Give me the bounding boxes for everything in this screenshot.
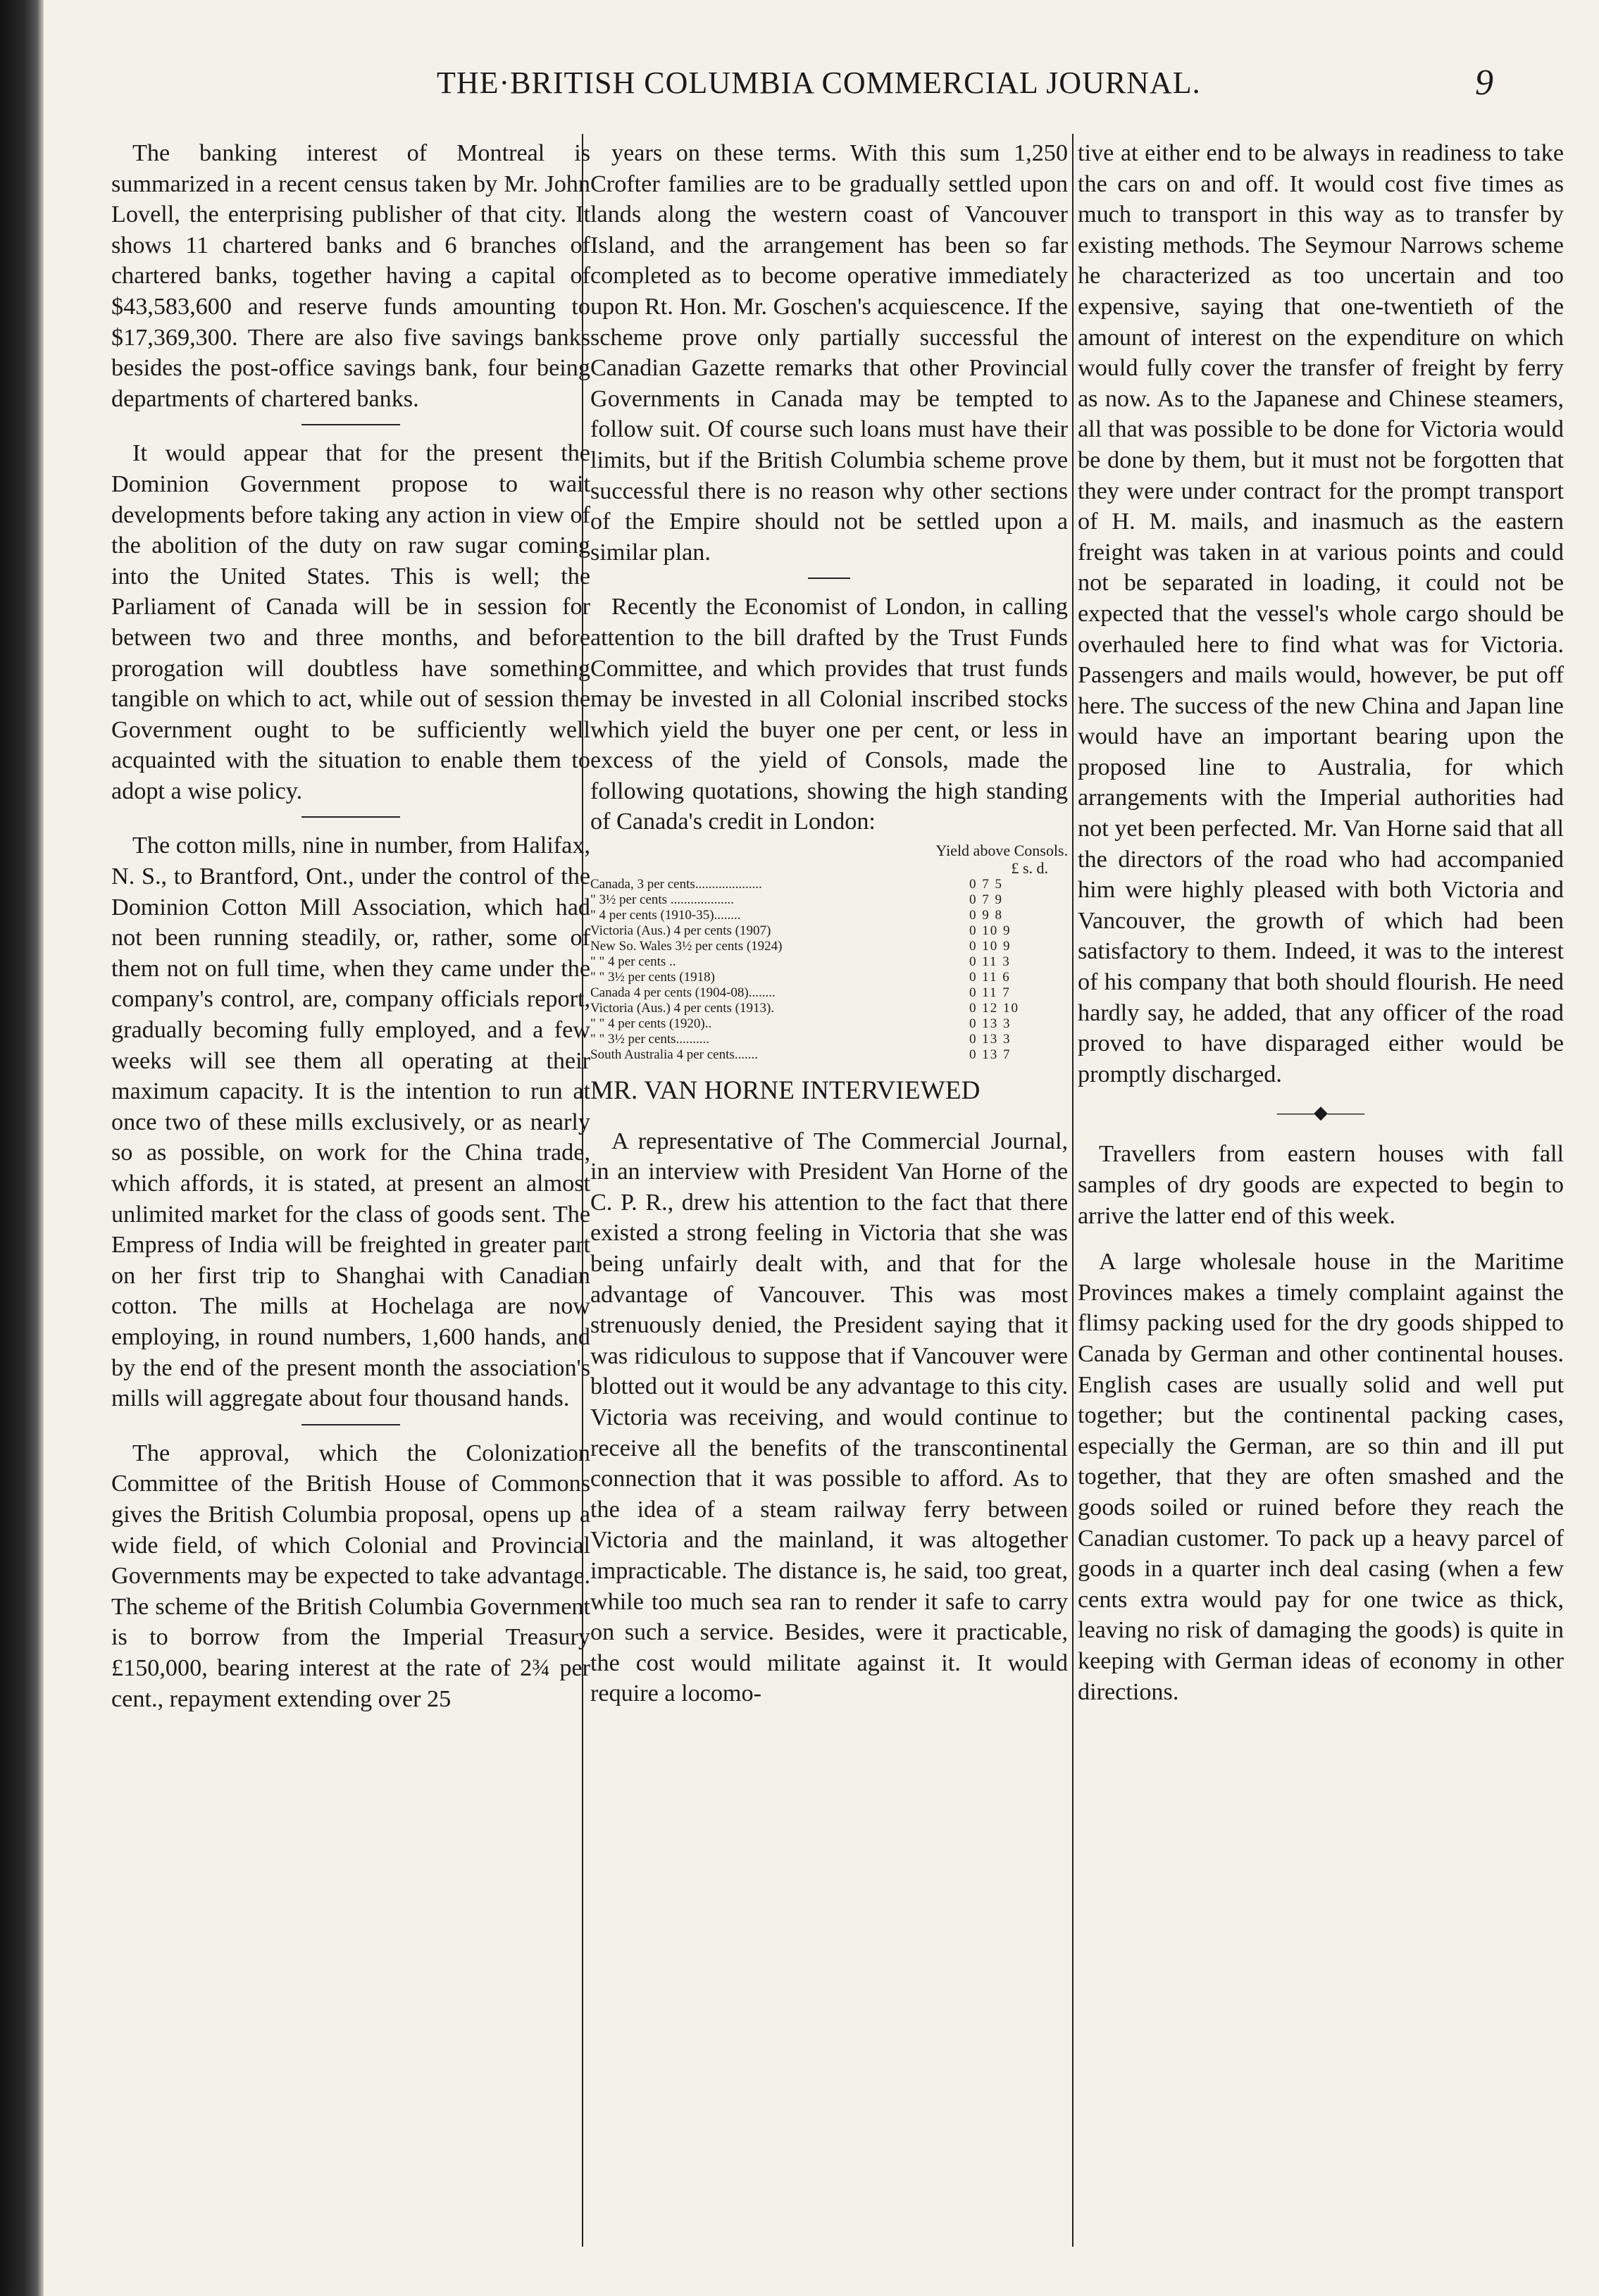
- article-economist-trust-funds: Recently the Economist of London, in calling attention to the bill drafted by the Trust Funds Committee, and which provides that trust funds may be invested in all Colonial inscribed stocks which yield the buyer one per cent, or less in excess of the yield of Consols, made the following quotations, showing the high standing of Canada's credit in London:: [590, 594, 1068, 835]
- stock-name: South Australia 4 per cents.......: [590, 1047, 758, 1063]
- journal-title: THE·BRITISH COLUMBIA COMMERCIAL JOURNAL.: [437, 65, 1201, 100]
- stock-yield: 0 7 5: [969, 877, 1003, 892]
- article-travellers: Travellers from eastern houses with fall samples of dry goods are expected to begin to arrive the latter end of this week.: [1078, 1141, 1564, 1229]
- page-header: [437, 65, 1493, 114]
- ornament-divider: ——◆——: [1277, 1102, 1364, 1123]
- article-separator: [808, 578, 850, 579]
- article-van-horne: A representative of The Commercial Journal, in an interview with President Van Horne of the C. P. R., drew his attention to the fact that there existed a strong feeling in Victoria that she was being unfairly dealt with, and that for the advantage of Vancouver. This was most strenuously denied, the President saying that it was ridiculous to suppose that if Vancouver were blotted out it would be any advantage to this city. Victoria was receiving, and would continue to receive all the benefits of the transcontinental connection that it was possible to afford. As to the idea of a steam railway ferry between Victoria and the mainland, it was altogether impracticable. The distance is, he said, too great, while too much sea ran to render it safe to carry on such a service. Besides, were it practicable, the cost would militate against it. It would require a locomo-: [590, 1128, 1068, 1707]
- table-row: [590, 939, 1068, 954]
- stock-name: Canada 4 per cents (1904-08)........: [590, 985, 776, 1001]
- scan-binding-edge: [0, 0, 44, 2296]
- column-3: [1078, 138, 1564, 1707]
- stock-name: " 4 per cents (1910-35)........: [590, 908, 741, 923]
- article-colonization: The approval, which the Colonization Committee of the British House of Commons gives the British Columbia proposal, opens up a wide field, of which Colonial and Provincial Governments may be expected to take advantage. The scheme of the British Columbia Government is to borrow from the Imperial Treasury £150,000, bearing interest at the rate of 2¾ per cent., repayment extending over 25: [111, 1440, 590, 1712]
- stock-name: " " 4 per cents (1920)..: [590, 1016, 712, 1032]
- stock-yield: 0 11 3: [969, 954, 1011, 970]
- stock-name: " " 3½ per cents (1918): [590, 970, 715, 985]
- column-2: [590, 138, 1068, 1709]
- stock-name: " " 3½ per cents..........: [590, 1032, 710, 1047]
- table-row: [590, 908, 1068, 923]
- table-row: [590, 923, 1068, 939]
- stock-yield: 0 9 8: [969, 908, 1003, 923]
- stock-name: Victoria (Aus.) 4 per cents (1913).: [590, 1001, 775, 1016]
- column-1: [111, 138, 590, 1714]
- article-packing-cases: A large wholesale house in the Maritime Provinces makes a timely complaint against the flimsy packing used for the dry goods shipped to Canada by German and other continental houses. English cases are usually solid and well put together; but the continental packing cases, especially the German, are so thin and ill put together, that they are often smashed and the goods soiled or ruined before they reach the Canadian customer. To pack up a heavy parcel of goods in a quarter inch deal casing (when a few cents extra would pay for one twice as thick, leaving no risk of damaging the goods) is quite in keeping with German ideas of economy in other directions.: [1078, 1249, 1564, 1705]
- table-row: [590, 954, 1068, 970]
- stock-yield: 0 12 10: [969, 1001, 1019, 1016]
- stock-yield: 0 13 3: [969, 1032, 1012, 1047]
- article-banking-montreal: The banking interest of Montreal is summarized in a recent census taken by Mr. John Lovell, the enterprising publisher of that city. It shows 11 chartered banks and 6 branches of chartered banks, together having a capital of $43,583,600 and reserve funds amounting to $17,369,300. There are also five savings banks besides the post-office savings bank, four being departments of chartered banks.: [111, 140, 590, 412]
- stock-name: " " 4 per cents ..: [590, 954, 676, 970]
- article-headline: MR. VAN HORNE INTERVIEWED: [590, 1076, 981, 1106]
- table-row: [590, 892, 1068, 908]
- page-number: 9: [1475, 63, 1493, 103]
- stock-name: Canada, 3 per cents....................: [590, 877, 762, 892]
- stock-name: New So. Wales 3½ per cents (1924): [590, 939, 783, 954]
- article-separator: [301, 424, 400, 425]
- quotations-header: Yield above Consols.: [935, 842, 1068, 860]
- article-separator: [301, 1424, 400, 1425]
- quotations-table: [590, 842, 1068, 1063]
- article-cotton-mills: The cotton mills, nine in number, from Halifax, N. S., to Brantford, Ont., under the control of the Dominion Cotton Mill Association, which had not been running steadily, or, rather, some of them not on full time, when they came under the company's control, are, company officials report, gradually becoming fully employed, and a few weeks will see them all operating at their maximum capacity. It is the intention to run at once two of these mills exclusively, or as nearly so as possible, on work for the China trade, which affords, it is stated, at present an almost unlimited market for the class of goods sent. The Empress of India will be freighted in greater part on her first trip to Shanghai with Canadian cotton. The mills at Hochelaga are now employing, in round numbers, 1,600 hands, and by the end of the present month the association's mills will aggregate about four thousand hands.: [111, 832, 590, 1412]
- article-van-horne-continued: tive at either end to be always in readiness to take the cars on and off. It would cost five times as much to transport in this way as to transfer by existing methods. The Seymour Narrows scheme he characterized as too uncertain and too expensive, saying that one-twentieth of the amount of interest on the expenditure on which would fully cover the transfer of freight by ferry as now. As to the Japanese and Chinese steamers, all that was possible to be done for Victoria would be done by them, but it must not be forgotten that they were under contract for the prompt transport of H. M. mails, and inasmuch as the eastern freight was taken in at various points and could not be separated in loading, it could not be expected that the vessel's whole cargo should be overhauled here to find what was for Victoria. Passengers and mails would, however, be put off here. The success of the new China and Japan line would have an important bearing upon the proposed line to Australia, for which arrangements with the Imperial authorities had not yet been perfected. Mr. Van Horne said that all the directors of the road who had accompanied him were highly pleased with both Victoria and Vancouver, the growth of which had been satisfactory to them. Indeed, it was to the interest of his company that both should flourish. He need hardly say, he added, that any officer of the road proved to have disparaged either would be promptly discharged.: [1078, 140, 1564, 1087]
- stock-yield: 0 13 3: [969, 1016, 1012, 1032]
- quotations-units: £ s. d.: [1011, 859, 1048, 878]
- stock-yield: 0 10 9: [969, 939, 1012, 954]
- column-rule-2: [1072, 134, 1074, 2247]
- table-row: [590, 970, 1068, 985]
- table-row: [590, 985, 1068, 1001]
- table-row: [590, 1047, 1068, 1063]
- stock-name: " 3½ per cents ...................: [590, 892, 735, 908]
- stock-yield: 0 7 9: [969, 892, 1003, 908]
- stock-yield: 0 11 6: [969, 970, 1011, 985]
- article-crofter-continued: years on these terms. With this sum 1,250 Crofter families are to be gradually settled upon lands along the western coast of Vancouver Island, and the arrangement has been so far completed as to become operative immediately upon Rt. Hon. Mr. Goschen's acquiescence. If the scheme prove only partially successful the Canadian Gazette remarks that other Provincial Governments in Canada may be tempted to follow suit. Of course such loans must have their limits, but if the British Columbia scheme prove successful there is no reason why other sections of the Empire should not be settled upon a similar plan.: [590, 140, 1068, 566]
- table-row: [590, 877, 1068, 892]
- table-row: [590, 1032, 1068, 1047]
- stock-yield: 0 10 9: [969, 923, 1012, 939]
- table-row: [590, 1016, 1068, 1032]
- article-sugar-duty: It would appear that for the present the Dominion Government propose to wait developments before taking any action in view of the abolition of the duty on raw sugar coming into the United States. This is well; the Parliament of Canada will be in session for between two and three months, and before prorogation will doubtless have something tangible on which to act, while out of session the Government ought to be sufficiently well acquainted with the situation to enable them to adopt a wise policy.: [111, 440, 590, 804]
- table-row: [590, 1001, 1068, 1016]
- stock-name: Victoria (Aus.) 4 per cents (1907): [590, 923, 771, 939]
- stock-yield: 0 11 7: [969, 985, 1011, 1001]
- article-separator: [301, 816, 400, 818]
- stock-yield: 0 13 7: [969, 1047, 1012, 1063]
